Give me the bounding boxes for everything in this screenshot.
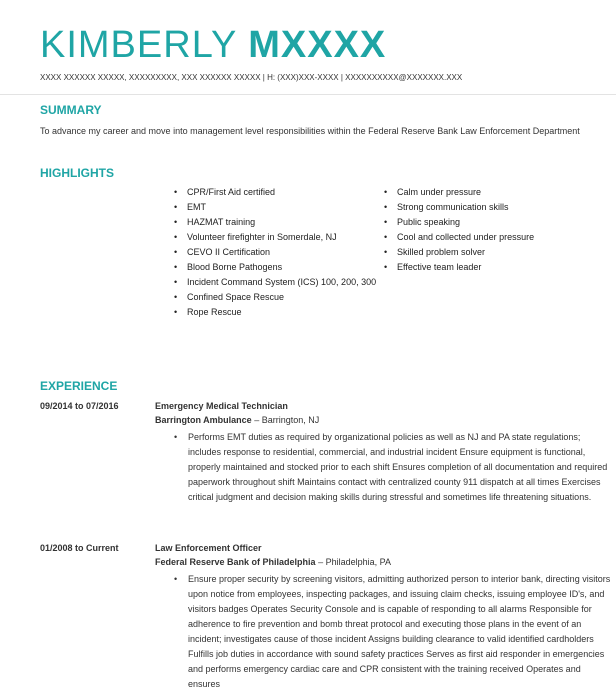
list-item: • Blood Borne Pathogens xyxy=(172,260,377,275)
highlights-list-right xyxy=(382,185,582,275)
list-item: • Cool and collected under pressure xyxy=(382,230,582,245)
job-separator: – xyxy=(318,557,324,567)
last-name: MXXXX xyxy=(248,24,387,66)
job-description-text: Performs EMT duties as required by organizational policies as well as NJ and PA state regulations; includes response to residential, commercial, and industrial incident Ensure equipment is functional, properly maintained and stocked prior to each shift Ensures completion of all documentation and required paperwork throughout shift Maintains contact with centralized county 911 dispatch at all times Exercises critical judgment and decision making skills during stressful and sometimes life threatening situations. xyxy=(188,432,608,502)
job-company: Barrington Ambulance xyxy=(155,415,252,425)
job-title: Emergency Medical Technician xyxy=(155,401,288,411)
bullet-icon: • xyxy=(174,432,178,442)
list-item: • Confined Space Rescue xyxy=(172,290,377,305)
job-company-line xyxy=(155,557,391,567)
list-item: • Strong communication skills xyxy=(382,200,582,215)
list-item: • EMT xyxy=(172,200,377,215)
job-company-line xyxy=(155,415,319,425)
job-separator: – xyxy=(254,415,260,425)
list-item: • Skilled problem solver xyxy=(382,245,582,260)
job-description xyxy=(174,572,613,692)
job-dates: 01/2008 to Current xyxy=(40,543,119,553)
job-description xyxy=(174,430,613,505)
summary-heading: SUMMARY xyxy=(40,103,102,117)
list-item: • Calm under pressure xyxy=(382,185,582,200)
list-item: • Volunteer firefighter in Somerdale, NJ xyxy=(172,230,377,245)
job-location: Barrington, NJ xyxy=(261,415,320,425)
list-item: • Effective team leader xyxy=(382,260,582,275)
experience-heading: EXPERIENCE xyxy=(40,379,118,393)
list-item: • Rope Rescue xyxy=(172,305,377,320)
highlights-heading: HIGHLIGHTS xyxy=(40,166,114,180)
contact-line: XXXX XXXXXX XXXXX, XXXXXXXXX, XXX XXXXXX XXXXX | H: (XXX)XXX-XXXX | XXXXXXXXXX@XXXXXXX.XXX xyxy=(40,73,463,82)
highlights-list-left xyxy=(172,185,377,320)
summary-text: To advance my career and move into management level responsibilities within the Federal Reserve Bank Law Enforcement Department xyxy=(40,126,580,136)
resume-name xyxy=(40,22,386,68)
list-item: • CEVO II Certification xyxy=(172,245,377,260)
list-item: • Public speaking xyxy=(382,215,582,230)
header-divider xyxy=(0,94,616,95)
list-item: • HAZMAT training xyxy=(172,215,377,230)
job-company: Federal Reserve Bank of Philadelphia xyxy=(155,557,316,567)
job-dates: 09/2014 to 07/2016 xyxy=(40,401,119,411)
job-location: Philadelphia, PA xyxy=(325,557,391,567)
list-item: • CPR/First Aid certified xyxy=(172,185,377,200)
list-item: • Incident Command System (ICS) 100, 200, 300 xyxy=(172,275,377,290)
job-title: Law Enforcement Officer xyxy=(155,543,262,553)
first-name: KIMBERLY xyxy=(40,24,237,66)
bullet-icon: • xyxy=(174,574,178,584)
job-description-text: Ensure proper security by screening visitors, admitting authorized person to interior bank, directing visitors upon notice from employees, inspecting packages, and issuing claim checks, issuing employee ID's, and visitors badges Operates Security Console and is capable of responding to all alarms Responsible for adherence to fire prevention and bomb threat protocol and executing those plans in the event of an incident; investigates cause of those incident Assigns building clearance to valid identified cardholders Fulfills job duties in accordance with sound safety practices Serves as first aid responder in emergencies and performs emergency cardiac care and CPR consistent with the training received Operates and ensures xyxy=(188,574,611,689)
